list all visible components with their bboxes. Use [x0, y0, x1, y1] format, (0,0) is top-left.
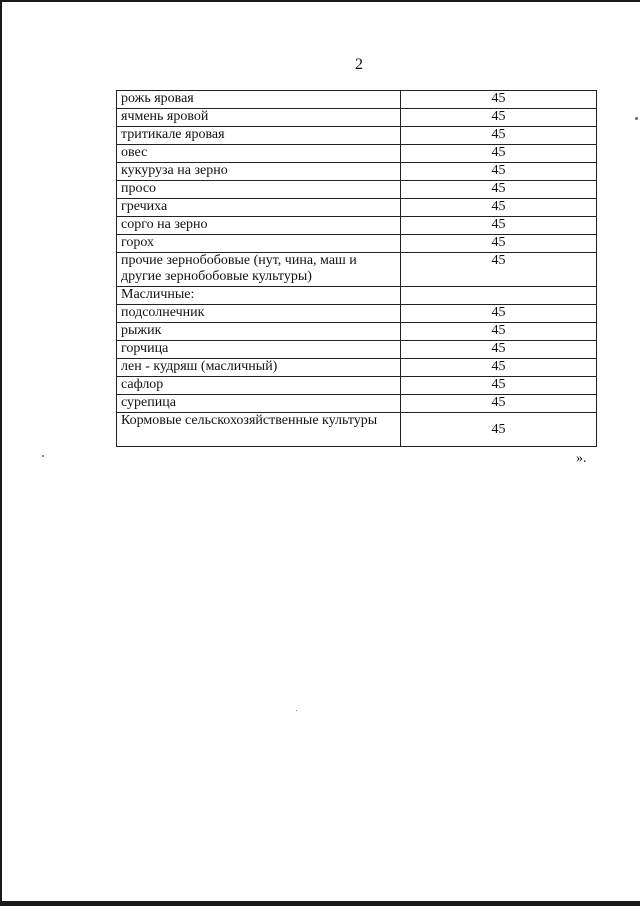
- table-row: [117, 305, 597, 323]
- crop-table: [116, 90, 597, 447]
- table-row: [117, 109, 597, 127]
- crop-name-cell: просо: [117, 181, 401, 199]
- crop-value-cell: 45: [401, 305, 597, 323]
- scan-speck: [42, 455, 44, 457]
- scan-speck: [635, 117, 638, 120]
- table-row: [117, 145, 597, 163]
- table-row: [117, 253, 597, 287]
- crop-value-cell: 45: [401, 163, 597, 181]
- crop-name-cell: ячмень яровой: [117, 109, 401, 127]
- crop-name-cell: прочие зернобобовые (нут, чина, маш и другие зернобобовые культуры): [117, 253, 401, 287]
- crop-value-cell: 45: [401, 359, 597, 377]
- table-row: [117, 395, 597, 413]
- table-row: [117, 341, 597, 359]
- table-row: [117, 181, 597, 199]
- table-row: [117, 323, 597, 341]
- crop-name-cell: рыжик: [117, 323, 401, 341]
- crop-value-cell: 45: [401, 181, 597, 199]
- scan-edge-top: [0, 0, 640, 2]
- crop-value-cell: 45: [401, 395, 597, 413]
- crop-value-cell: [401, 287, 597, 305]
- crop-name-cell: Кормовые сельскохозяйственные культуры: [117, 413, 401, 447]
- table-row: [117, 91, 597, 109]
- crop-name-cell: подсолнечник: [117, 305, 401, 323]
- crop-name-cell: горчица: [117, 341, 401, 359]
- crop-name-cell: сорго на зерно: [117, 217, 401, 235]
- crop-value-cell: 45: [401, 217, 597, 235]
- table-row: [117, 199, 597, 217]
- crop-value-cell: 45: [401, 127, 597, 145]
- page-number: 2: [355, 56, 363, 73]
- scan-edge-left: [0, 0, 2, 906]
- table-row: [117, 235, 597, 253]
- table-row: [117, 359, 597, 377]
- crop-name-cell: горох: [117, 235, 401, 253]
- table-row: [117, 127, 597, 145]
- table-row: [117, 377, 597, 395]
- table-row: [117, 287, 597, 305]
- crop-name-cell: лен - кудряш (масличный): [117, 359, 401, 377]
- section-heading-cell: Масличные:: [117, 287, 401, 305]
- crop-name-cell: сафлор: [117, 377, 401, 395]
- crop-value-cell: 45: [401, 341, 597, 359]
- crop-name-cell: сурепица: [117, 395, 401, 413]
- crop-value-cell: 45: [401, 377, 597, 395]
- crop-value-cell: 45: [401, 413, 597, 447]
- table-row: [117, 413, 597, 447]
- crop-value-cell: 45: [401, 253, 597, 287]
- crop-name-cell: рожь яровая: [117, 91, 401, 109]
- table-row: [117, 217, 597, 235]
- crop-value-cell: 45: [401, 91, 597, 109]
- crop-name-cell: гречиха: [117, 199, 401, 217]
- crop-value-cell: 45: [401, 199, 597, 217]
- closing-quote: ».: [576, 451, 587, 466]
- crop-value-cell: 45: [401, 109, 597, 127]
- crop-name-cell: кукуруза на зерно: [117, 163, 401, 181]
- table-row: [117, 163, 597, 181]
- crop-name-cell: овес: [117, 145, 401, 163]
- scan-edge-bottom: [0, 901, 640, 906]
- scan-speck: [296, 710, 297, 711]
- crop-value-cell: 45: [401, 145, 597, 163]
- crop-value-cell: 45: [401, 323, 597, 341]
- crop-value-cell: 45: [401, 235, 597, 253]
- crop-name-cell: тритикале яровая: [117, 127, 401, 145]
